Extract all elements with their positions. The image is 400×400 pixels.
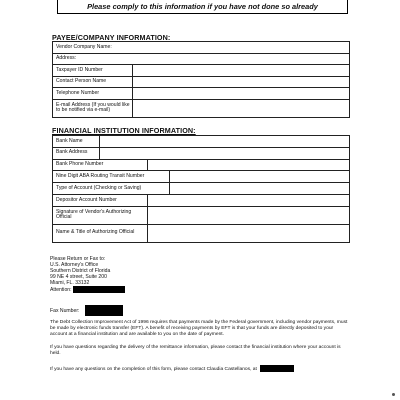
payee-row-company-name (53, 42, 350, 54)
taxpayer-id-label: Taxpayer ID Number (53, 65, 133, 77)
official-name-title-label: Name & Title of Authorizing Official (53, 224, 148, 242)
telephone-number-field[interactable] (133, 88, 350, 100)
bank-row-name (53, 136, 350, 148)
return-line: U.S. Attorney's Office (50, 262, 99, 268)
official-name-title-field[interactable] (148, 224, 350, 242)
payee-row-taxpayer-id (53, 65, 350, 77)
bank-name-label: Bank Name (53, 136, 100, 148)
email-address-field[interactable] (133, 99, 350, 117)
bank-row-account-type (53, 183, 350, 195)
bank-address-field[interactable] (100, 147, 350, 159)
bank-table (52, 135, 350, 243)
payee-row-contact-name (53, 76, 350, 88)
attention-label: Attention: (50, 286, 72, 293)
address-label: Address: (53, 53, 350, 65)
account-type-field[interactable] (170, 183, 350, 195)
scan-speck (392, 393, 395, 396)
contact-paragraph (50, 365, 350, 373)
contact-person-name-label: Contact Person Name (53, 76, 133, 88)
fax-number-label: Fax Number: (50, 307, 80, 314)
bank-row-routing (53, 171, 350, 183)
account-type-label: Type of Account (Checking or Saving) (53, 183, 170, 195)
return-line: Miami, FL. 33132 (50, 280, 90, 286)
bank-address-label: Bank Address (53, 147, 100, 159)
payee-row-telephone (53, 88, 350, 100)
compliance-banner: Please comply to this information if you have not done so already (57, 0, 348, 14)
fax-number-redaction (85, 305, 123, 316)
bank-row-phone (53, 159, 350, 171)
telephone-number-label: Telephone Number (53, 88, 133, 100)
payee-section-title: PAYEE/COMPANY INFORMATION: (52, 33, 171, 42)
payee-table (52, 41, 350, 118)
remittance-question-paragraph: If you have questions regarding the delivery of the remittance information, please contact the financial institution where your account is held. (50, 345, 341, 357)
contact-text: If you have any questions on the completion of this form, please contact Claudia Castellanos, at (50, 366, 257, 372)
contact-person-name-field[interactable] (133, 76, 350, 88)
bank-row-account-number (53, 194, 350, 206)
fax-line (50, 305, 123, 316)
payee-row-email (53, 99, 350, 117)
depositor-account-number-label: Depositor Account Number (53, 194, 148, 206)
return-line: Southern District of Florida (50, 268, 111, 274)
debt-collection-paragraph: The Debt Collection Improvement Act of 1996 requires that payments made by the Federal government, including vendor payments, must be made by electronic funds transfer (EFT). A benefit of receiving payments by EFT is that your funds are directly deposited to your account at a financial institution and are available to you on the date of payment. (50, 320, 348, 338)
routing-number-field[interactable] (170, 171, 350, 183)
bank-row-address (53, 147, 350, 159)
signature-label: Signature of Vendor's Authorizing Official (53, 206, 148, 224)
attention-line (50, 286, 125, 293)
signature-field[interactable] (148, 206, 350, 224)
bank-phone-label: Bank Phone Number (53, 159, 148, 171)
bank-phone-field[interactable] (148, 159, 350, 171)
bank-row-official-name (53, 224, 350, 242)
return-line: Please Return or Fax to: (50, 256, 106, 262)
return-address-block (50, 256, 125, 293)
return-line: 99 NE 4 street, Suite 200 (50, 274, 107, 280)
depositor-account-number-field[interactable] (148, 194, 350, 206)
contact-phone-redaction (260, 365, 294, 372)
payee-row-address (53, 53, 350, 65)
attention-redaction (73, 286, 125, 293)
email-address-label: E-mail Address (If you would like to be notified via e-mail) (53, 99, 133, 117)
bank-section-title: FINANCIAL INSTITUTION INFORMATION: (52, 126, 196, 135)
taxpayer-id-field[interactable] (133, 65, 350, 77)
bank-row-signature (53, 206, 350, 224)
vendor-company-name-label: Vendor Company Name: (53, 42, 350, 54)
routing-number-label: Nine Digit ABA Routing Transit Number (53, 171, 170, 183)
bank-name-field[interactable] (100, 136, 350, 148)
